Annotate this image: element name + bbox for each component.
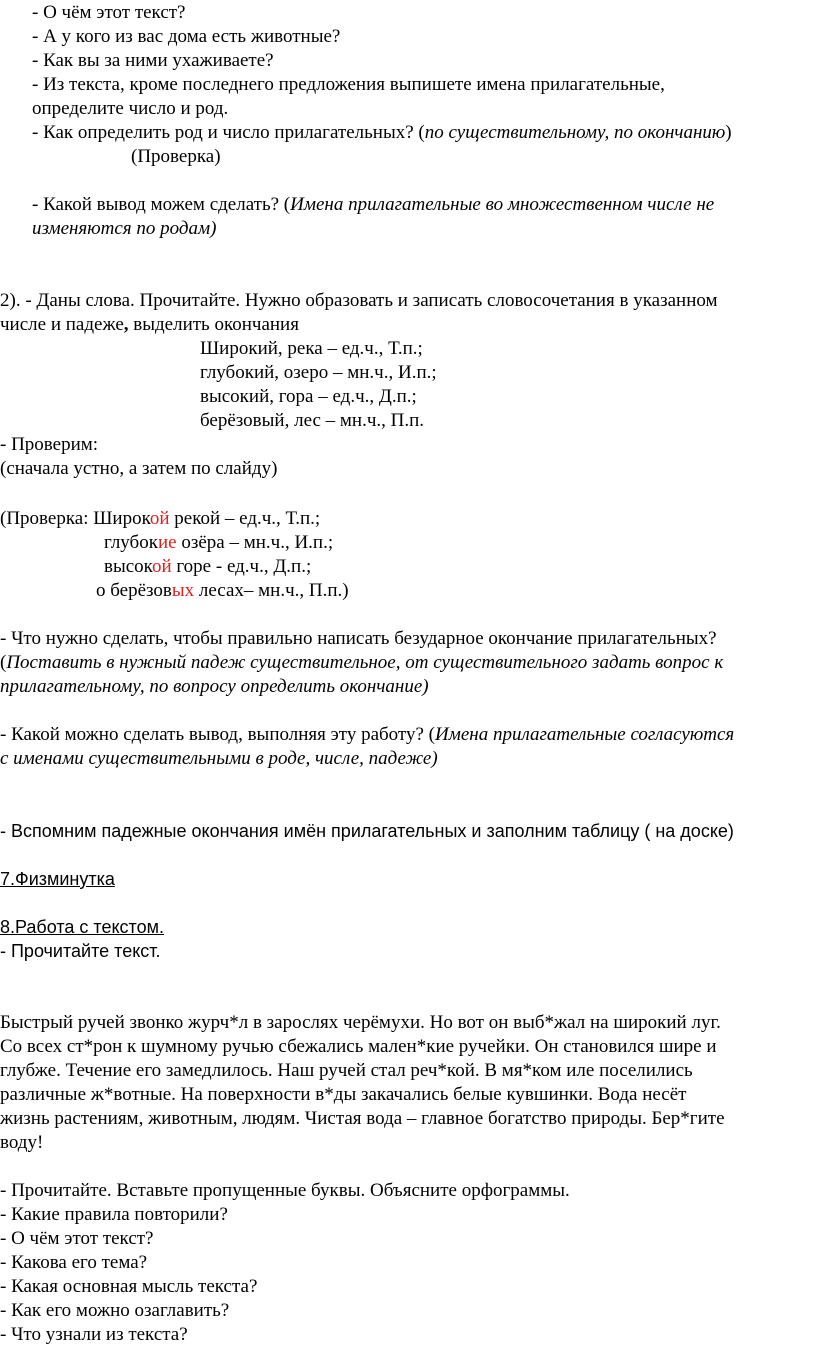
answer-text: горе - ед.ч., Д.п.; [171,556,312,577]
answer-line [0,508,320,530]
answer-line [96,580,349,602]
task-line: 2). - Даны слова. Прочитайте. Нужно образовать и записать словосочетания в указанном [0,290,718,311]
check-label: (Проверка) [131,146,221,167]
text-line: воду! [0,1132,44,1153]
question-text: - Как определить род и число прилагательных? ( [32,122,425,143]
word-pair: Широкий, река – ед.ч., Т.п.; [200,338,423,359]
check-label: - Проверим: [0,434,99,455]
question-line [32,122,732,144]
answer-text: высок [104,556,152,577]
answer-line [104,532,333,554]
question-line: - Что узнали из текста? [0,1324,188,1345]
question-line: - О чём этот текст? [32,2,186,23]
question-line: - Прочитайте. Вставьте пропущенные буквы. Объясните орфограммы. [0,1180,570,1201]
ending-highlight: ой [151,556,172,577]
answer-line: прилагательному, по вопросу определить окончание) [0,676,429,697]
question-line: - Как его можно озаглавить? [0,1300,230,1321]
question-line: - Из текста, кроме последнего предложения выпишете имена прилагательные, [32,74,665,95]
task-text: выделить окончания [128,314,299,335]
question-text: - Какой вывод можем сделать? ( [32,194,291,215]
question-line: - О чём этот текст? [0,1228,154,1249]
question-line [0,724,734,746]
comma: , [123,314,129,335]
ending-highlight: ой [149,508,170,529]
answer-text: о берёзов [96,580,172,601]
section-heading-8: 8.Работа с текстом. [0,917,164,937]
word-pair: глубокий, озеро – мн.ч., И.п.; [200,362,437,383]
answer-text: рекой – ед.ч., Т.п.; [169,508,321,529]
bracket: ( [0,652,7,673]
answer-line: изменяются по родам) [32,218,217,239]
text-line: Со всех ст*рон к шумному ручью сбежались мален*кие ручейки. Он становился шире и [0,1036,717,1057]
question-line: - Какова его тема? [0,1252,148,1273]
answer-line [104,556,311,578]
task-line [0,314,299,336]
answer-text: (Проверка: Широк [0,508,150,529]
ending-highlight: ых [171,580,195,601]
question-line: - Какая основная мысль текста? [0,1276,258,1297]
question-line: определите число и род. [32,98,229,119]
ending-highlight: ие [157,532,177,553]
question-line: - Вспомним падежные окончания имён прилагательных и заполним таблицу ( на доске) [0,821,734,841]
text-line: различные ж*вотные. На поверхности в*ды закачались белые кувшинки. Вода несёт [0,1084,687,1105]
question-line: - А у кого из вас дома есть животные? [32,26,341,47]
question-line: - Как вы за ними ухаживаете? [32,50,274,71]
question-line [32,194,714,216]
instruction-line: - Прочитайте текст. [0,941,161,961]
answer-line: с именами существительными в роде, числе, падеже) [0,748,438,769]
answer-text: лесах– мн.ч., П.п.) [194,580,349,601]
check-note: (сначала устно, а затем по слайду) [0,458,278,479]
answer-text: Имена прилагательные во множественном числе не [290,194,715,215]
answer-text: озёра – мн.ч., И.п.; [176,532,334,553]
section-heading-7: 7.Физминутка [0,869,115,889]
answer-text: Поставить в нужный падеж существительное, от существительного задать вопрос к [6,652,724,673]
task-text: числе и падеже [0,314,124,335]
question-text: - Какой можно сделать вывод, выполняя эту работу? ( [0,724,435,745]
text-line: Быстрый ручей звонко журч*л в зарослях черёмухи. Но вот он выб*жал на широкий луг. [0,1012,721,1033]
word-pair: берёзовый, лес – мн.ч., П.п. [200,410,425,431]
answer-text: по существительному, по окончанию [424,122,726,143]
answer-text: глубок [104,532,158,553]
word-pair: высокий, гора – ед.ч., Д.п.; [200,386,417,407]
question-line: - Что нужно сделать, чтобы правильно написать безударное окончание прилагательных? [0,628,717,649]
text-line: глубже. Течение его замедлилось. Наш ручей стал реч*кой. В мя*ком иле поселились [0,1060,693,1081]
question-line: - Какие правила повторили? [0,1204,228,1225]
text-line: жизнь растениям, животным, людям. Чистая вода – главное богатство природы. Бер*гите [0,1108,725,1129]
answer-line [0,652,723,674]
answer-text: Имена прилагательные согласуются [435,724,735,745]
bracket: ) [725,122,732,143]
